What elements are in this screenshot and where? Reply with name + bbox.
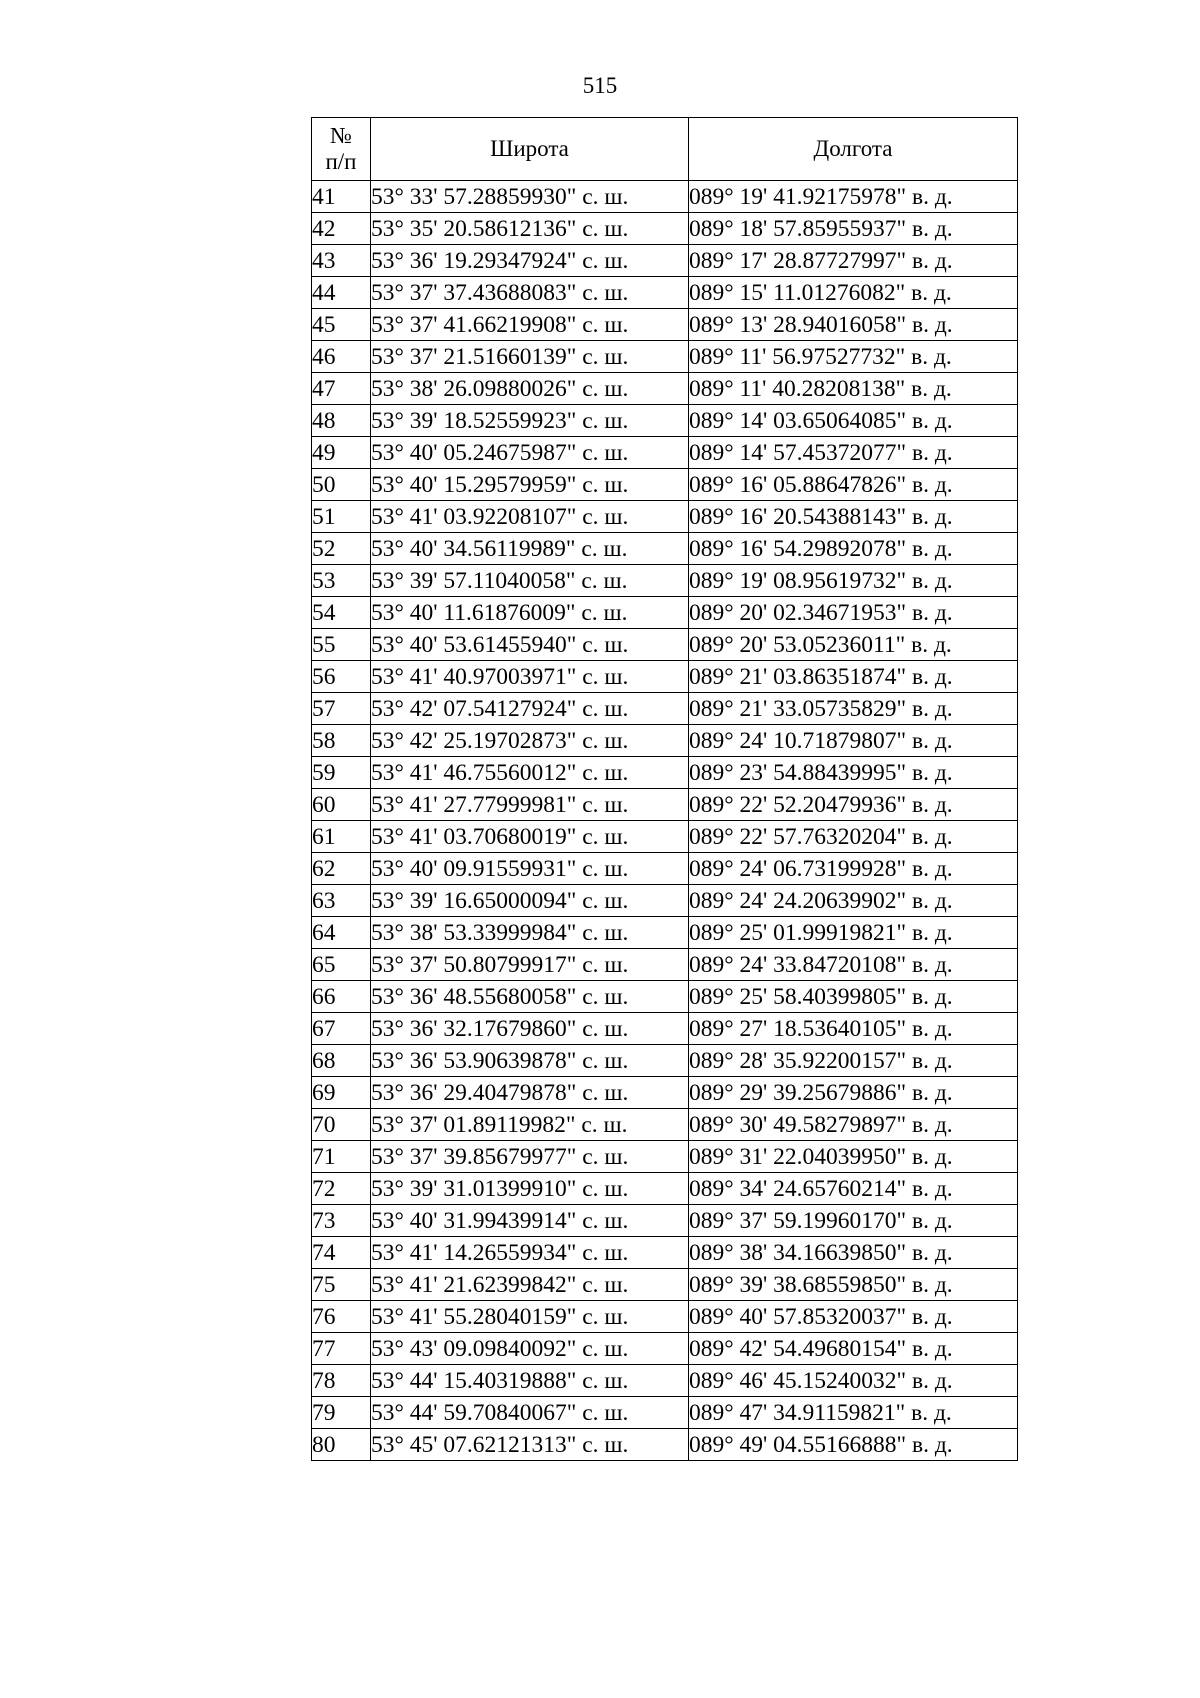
point-number-cell: 71 (312, 1141, 371, 1173)
table-row (312, 693, 1018, 725)
header-longitude: Долгота (689, 118, 1018, 181)
longitude-cell: 089° 19' 41.92175978" в. д. (689, 181, 1018, 213)
table-row (312, 1301, 1018, 1333)
table-row (312, 789, 1018, 821)
point-number-cell: 41 (312, 181, 371, 213)
longitude-cell: 089° 16' 20.54388143" в. д. (689, 501, 1018, 533)
latitude-cell: 53° 41' 46.75560012" с. ш. (371, 757, 689, 789)
point-number-cell: 44 (312, 277, 371, 309)
table-row (312, 1365, 1018, 1397)
point-number-cell: 70 (312, 1109, 371, 1141)
longitude-cell: 089° 11' 40.28208138" в. д. (689, 373, 1018, 405)
header-number (312, 118, 371, 181)
longitude-cell: 089° 20' 02.34671953" в. д. (689, 597, 1018, 629)
latitude-cell: 53° 40' 09.91559931" с. ш. (371, 853, 689, 885)
latitude-cell: 53° 37' 37.43688083" с. ш. (371, 277, 689, 309)
longitude-cell: 089° 13' 28.94016058" в. д. (689, 309, 1018, 341)
longitude-cell: 089° 22' 52.20479936" в. д. (689, 789, 1018, 821)
latitude-cell: 53° 36' 32.17679860" с. ш. (371, 1013, 689, 1045)
longitude-cell: 089° 17' 28.87727997" в. д. (689, 245, 1018, 277)
longitude-cell: 089° 46' 45.15240032" в. д. (689, 1365, 1018, 1397)
longitude-cell: 089° 16' 54.29892078" в. д. (689, 533, 1018, 565)
point-number-cell: 47 (312, 373, 371, 405)
table-row (312, 725, 1018, 757)
latitude-cell: 53° 41' 21.62399842" с. ш. (371, 1269, 689, 1301)
latitude-cell: 53° 41' 03.70680019" с. ш. (371, 821, 689, 853)
point-number-cell: 68 (312, 1045, 371, 1077)
point-number-cell: 80 (312, 1429, 371, 1461)
point-number-cell: 55 (312, 629, 371, 661)
table-row (312, 1397, 1018, 1429)
longitude-cell: 089° 23' 54.88439995" в. д. (689, 757, 1018, 789)
coordinates-table (311, 117, 1018, 1461)
point-number-cell: 67 (312, 1013, 371, 1045)
table-row (312, 1173, 1018, 1205)
header-number-abbrev: п/п (325, 149, 357, 174)
table-row (312, 437, 1018, 469)
longitude-cell: 089° 27' 18.53640105" в. д. (689, 1013, 1018, 1045)
longitude-cell: 089° 38' 34.16639850" в. д. (689, 1237, 1018, 1269)
latitude-cell: 53° 37' 21.51660139" с. ш. (371, 341, 689, 373)
longitude-cell: 089° 16' 05.88647826" в. д. (689, 469, 1018, 501)
table-row (312, 469, 1018, 501)
table-row (312, 1109, 1018, 1141)
header-row (312, 118, 1018, 181)
table-row (312, 917, 1018, 949)
longitude-cell: 089° 18' 57.85955937" в. д. (689, 213, 1018, 245)
longitude-cell: 089° 20' 53.05236011" в. д. (689, 629, 1018, 661)
longitude-cell: 089° 24' 06.73199928" в. д. (689, 853, 1018, 885)
point-number-cell: 48 (312, 405, 371, 437)
header-number-symbol: № (330, 123, 352, 148)
latitude-cell: 53° 40' 05.24675987" с. ш. (371, 437, 689, 469)
point-number-cell: 45 (312, 309, 371, 341)
table-row (312, 949, 1018, 981)
longitude-cell: 089° 11' 56.97527732" в. д. (689, 341, 1018, 373)
latitude-cell: 53° 40' 34.56119989" с. ш. (371, 533, 689, 565)
table-row (312, 277, 1018, 309)
latitude-cell: 53° 41' 55.28040159" с. ш. (371, 1301, 689, 1333)
longitude-cell: 089° 31' 22.04039950" в. д. (689, 1141, 1018, 1173)
point-number-cell: 50 (312, 469, 371, 501)
point-number-cell: 73 (312, 1205, 371, 1237)
longitude-cell: 089° 29' 39.25679886" в. д. (689, 1077, 1018, 1109)
point-number-cell: 61 (312, 821, 371, 853)
point-number-cell: 75 (312, 1269, 371, 1301)
longitude-cell: 089° 40' 57.85320037" в. д. (689, 1301, 1018, 1333)
latitude-cell: 53° 41' 14.26559934" с. ш. (371, 1237, 689, 1269)
point-number-cell: 62 (312, 853, 371, 885)
latitude-cell: 53° 41' 03.92208107" с. ш. (371, 501, 689, 533)
latitude-cell: 53° 39' 16.65000094" с. ш. (371, 885, 689, 917)
latitude-cell: 53° 35' 20.58612136" с. ш. (371, 213, 689, 245)
longitude-cell: 089° 24' 24.20639902" в. д. (689, 885, 1018, 917)
table-row (312, 1333, 1018, 1365)
point-number-cell: 51 (312, 501, 371, 533)
longitude-cell: 089° 22' 57.76320204" в. д. (689, 821, 1018, 853)
longitude-cell: 089° 21' 03.86351874" в. д. (689, 661, 1018, 693)
longitude-cell: 089° 25' 58.40399805" в. д. (689, 981, 1018, 1013)
point-number-cell: 56 (312, 661, 371, 693)
table-row (312, 373, 1018, 405)
table-row (312, 501, 1018, 533)
table-row (312, 853, 1018, 885)
table-row (312, 821, 1018, 853)
table-row (312, 1429, 1018, 1461)
point-number-cell: 58 (312, 725, 371, 757)
table-row (312, 1045, 1018, 1077)
point-number-cell: 66 (312, 981, 371, 1013)
longitude-cell: 089° 25' 01.99919821" в. д. (689, 917, 1018, 949)
longitude-cell: 089° 39' 38.68559850" в. д. (689, 1269, 1018, 1301)
point-number-cell: 60 (312, 789, 371, 821)
table-body (312, 181, 1018, 1461)
longitude-cell: 089° 15' 11.01276082" в. д. (689, 277, 1018, 309)
longitude-cell: 089° 47' 34.91159821" в. д. (689, 1397, 1018, 1429)
table-row (312, 245, 1018, 277)
latitude-cell: 53° 36' 19.29347924" с. ш. (371, 245, 689, 277)
table-row (312, 757, 1018, 789)
latitude-cell: 53° 41' 40.97003971" с. ш. (371, 661, 689, 693)
latitude-cell: 53° 41' 27.77999981" с. ш. (371, 789, 689, 821)
point-number-cell: 42 (312, 213, 371, 245)
point-number-cell: 64 (312, 917, 371, 949)
latitude-cell: 53° 37' 01.89119982" с. ш. (371, 1109, 689, 1141)
page-number: 515 (582, 73, 618, 98)
latitude-cell: 53° 40' 11.61876009" с. ш. (371, 597, 689, 629)
header-latitude: Широта (371, 118, 689, 181)
latitude-cell: 53° 40' 15.29579959" с. ш. (371, 469, 689, 501)
point-number-cell: 52 (312, 533, 371, 565)
longitude-cell: 089° 24' 33.84720108" в. д. (689, 949, 1018, 981)
table-row (312, 1237, 1018, 1269)
point-number-cell: 79 (312, 1397, 371, 1429)
point-number-cell: 46 (312, 341, 371, 373)
point-number-cell: 59 (312, 757, 371, 789)
latitude-cell: 53° 37' 39.85679977" с. ш. (371, 1141, 689, 1173)
point-number-cell: 78 (312, 1365, 371, 1397)
point-number-cell: 43 (312, 245, 371, 277)
longitude-cell: 089° 49' 04.55166888" в. д. (689, 1429, 1018, 1461)
table-row (312, 1077, 1018, 1109)
table-row (312, 1269, 1018, 1301)
latitude-cell: 53° 37' 41.66219908" с. ш. (371, 309, 689, 341)
point-number-cell: 74 (312, 1237, 371, 1269)
latitude-cell: 53° 40' 31.99439914" с. ш. (371, 1205, 689, 1237)
latitude-cell: 53° 36' 48.55680058" с. ш. (371, 981, 689, 1013)
table-row (312, 213, 1018, 245)
longitude-cell: 089° 37' 59.19960170" в. д. (689, 1205, 1018, 1237)
table-row (312, 1013, 1018, 1045)
longitude-cell: 089° 42' 54.49680154" в. д. (689, 1333, 1018, 1365)
point-number-cell: 57 (312, 693, 371, 725)
latitude-cell: 53° 39' 18.52559923" с. ш. (371, 405, 689, 437)
latitude-cell: 53° 43' 09.09840092" с. ш. (371, 1333, 689, 1365)
latitude-cell: 53° 36' 29.40479878" с. ш. (371, 1077, 689, 1109)
longitude-cell: 089° 30' 49.58279897" в. д. (689, 1109, 1018, 1141)
latitude-cell: 53° 38' 53.33999984" с. ш. (371, 917, 689, 949)
table-row (312, 565, 1018, 597)
table-row (312, 1141, 1018, 1173)
table-row (312, 661, 1018, 693)
table-row (312, 885, 1018, 917)
table-row (312, 533, 1018, 565)
latitude-cell: 53° 44' 15.40319888" с. ш. (371, 1365, 689, 1397)
table-row (312, 629, 1018, 661)
latitude-cell: 53° 42' 07.54127924" с. ш. (371, 693, 689, 725)
point-number-cell: 69 (312, 1077, 371, 1109)
longitude-cell: 089° 21' 33.05735829" в. д. (689, 693, 1018, 725)
latitude-cell: 53° 39' 31.01399910" с. ш. (371, 1173, 689, 1205)
point-number-cell: 54 (312, 597, 371, 629)
point-number-cell: 49 (312, 437, 371, 469)
point-number-cell: 53 (312, 565, 371, 597)
point-number-cell: 65 (312, 949, 371, 981)
longitude-cell: 089° 34' 24.65760214" в. д. (689, 1173, 1018, 1205)
latitude-cell: 53° 42' 25.19702873" с. ш. (371, 725, 689, 757)
point-number-cell: 77 (312, 1333, 371, 1365)
table-row (312, 181, 1018, 213)
table-row (312, 597, 1018, 629)
latitude-cell: 53° 44' 59.70840067" с. ш. (371, 1397, 689, 1429)
latitude-cell: 53° 33' 57.28859930" с. ш. (371, 181, 689, 213)
table-row (312, 309, 1018, 341)
table-row (312, 341, 1018, 373)
table-row (312, 1205, 1018, 1237)
latitude-cell: 53° 36' 53.90639878" с. ш. (371, 1045, 689, 1077)
longitude-cell: 089° 14' 57.45372077" в. д. (689, 437, 1018, 469)
longitude-cell: 089° 14' 03.65064085" в. д. (689, 405, 1018, 437)
latitude-cell: 53° 45' 07.62121313" с. ш. (371, 1429, 689, 1461)
point-number-cell: 72 (312, 1173, 371, 1205)
latitude-cell: 53° 37' 50.80799917" с. ш. (371, 949, 689, 981)
longitude-cell: 089° 19' 08.95619732" в. д. (689, 565, 1018, 597)
table-header (312, 118, 1018, 181)
point-number-cell: 63 (312, 885, 371, 917)
table-row (312, 405, 1018, 437)
point-number-cell: 76 (312, 1301, 371, 1333)
latitude-cell: 53° 40' 53.61455940" с. ш. (371, 629, 689, 661)
latitude-cell: 53° 39' 57.11040058" с. ш. (371, 565, 689, 597)
table-row (312, 981, 1018, 1013)
longitude-cell: 089° 28' 35.92200157" в. д. (689, 1045, 1018, 1077)
longitude-cell: 089° 24' 10.71879807" в. д. (689, 725, 1018, 757)
latitude-cell: 53° 38' 26.09880026" с. ш. (371, 373, 689, 405)
